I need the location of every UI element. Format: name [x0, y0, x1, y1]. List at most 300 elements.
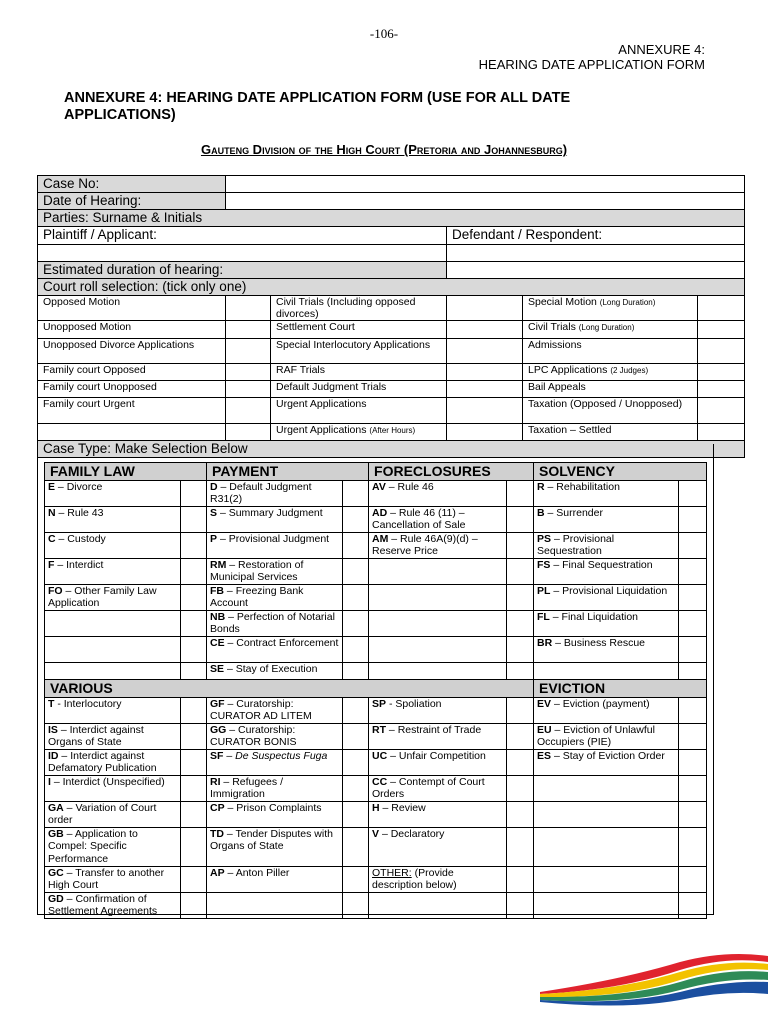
court-roll-tick-box[interactable] — [447, 339, 523, 364]
court-roll-row — [38, 364, 745, 381]
case-code: SP — [372, 698, 387, 710]
court-roll-option-label — [38, 424, 226, 441]
page-number: -106- — [369, 26, 399, 41]
case-type-tick-box[interactable] — [343, 893, 369, 919]
case-type-tick-box[interactable] — [181, 481, 207, 507]
annexure-line-2: HEARING DATE APPLICATION FORM — [478, 57, 705, 72]
court-roll-option-label — [271, 296, 447, 321]
case-description: Spoliation — [395, 698, 442, 710]
case-type-header-row — [45, 680, 707, 698]
case-type-tick-box[interactable] — [507, 698, 534, 724]
case-type-tick-box[interactable] — [343, 663, 369, 680]
case-type-tick-box[interactable] — [507, 585, 534, 611]
option-note: (Long Duration) — [599, 298, 656, 307]
case-type-tick-box[interactable] — [679, 637, 707, 663]
case-code: V — [372, 828, 380, 840]
court-roll-option-label — [523, 339, 698, 364]
case-type-option: TD – Tender Disputes with Organs of State — [207, 828, 343, 867]
case-type-option: S – Summary Judgment — [207, 507, 343, 533]
case-type-tick-box[interactable] — [181, 828, 207, 867]
case-type-option: FO – Other Family Law Application — [45, 585, 181, 611]
duration-label: Estimated duration of hearing: — [38, 262, 447, 279]
case-type-tick-box[interactable] — [343, 750, 369, 776]
court-roll-tick-box[interactable] — [226, 296, 271, 321]
case-type-tick-box[interactable] — [507, 828, 534, 867]
division-title: Gauteng Division of the High Court (Pretoria and Johannesburg) — [200, 142, 568, 157]
case-type-option — [45, 637, 181, 663]
case-code: E — [48, 481, 56, 493]
case-type-option: RI – Refugees / Immigration — [207, 776, 343, 802]
case-description: Freezing Bank Account — [210, 585, 304, 610]
court-roll-row — [38, 339, 745, 364]
case-type-option — [369, 893, 507, 919]
case-code: GD — [48, 893, 64, 905]
case-code: F — [48, 559, 55, 571]
case-type-option: T - Interlocutory — [45, 698, 181, 724]
case-code: ES — [537, 750, 552, 762]
case-type-tick-box[interactable] — [507, 750, 534, 776]
case-code: AV — [372, 481, 386, 493]
court-roll-tick-box[interactable] — [226, 321, 271, 339]
case-code: FL — [537, 611, 550, 623]
case-code: H — [372, 802, 380, 814]
option-text: Taxation – Settled — [528, 424, 612, 436]
case-type-option — [534, 776, 679, 802]
court-roll-option-label — [271, 398, 447, 424]
case-type-option — [369, 559, 507, 585]
case-type-tick-box[interactable] — [507, 724, 534, 750]
case-type-tick-box[interactable] — [507, 893, 534, 919]
case-type-option: I – Interdict (Unspecified) — [45, 776, 181, 802]
option-text: Family court Urgent — [43, 398, 135, 410]
court-roll-tick-box[interactable] — [698, 321, 745, 339]
case-type-tick-box[interactable] — [507, 611, 534, 637]
case-description: Custody — [67, 533, 106, 545]
option-text: Unopposed Motion — [43, 321, 132, 333]
case-description: Business Rescue — [563, 637, 645, 649]
case-type-tick-box[interactable] — [679, 533, 707, 559]
case-type-row — [45, 724, 707, 750]
case-type-option: SF – De Suspectus Fuga — [207, 750, 343, 776]
section-header: VARIOUS — [45, 680, 534, 698]
case-code: CC — [372, 776, 388, 788]
plaintiff-field[interactable] — [38, 245, 447, 262]
option-text: Special Interlocutory Applications — [276, 339, 431, 351]
case-type-option: ES – Stay of Eviction Order — [534, 750, 679, 776]
case-description: Anton Piller — [235, 867, 290, 879]
case-type-tick-box[interactable] — [181, 776, 207, 802]
case-description: Default Judgment R31(2) — [210, 481, 312, 506]
case-description: Interlocutory — [63, 698, 122, 710]
case-type-row — [45, 750, 707, 776]
case-type-tick-box[interactable] — [679, 698, 707, 724]
case-description: Final Sequestration — [562, 559, 653, 571]
case-type-option: SE – Stay of Execution — [207, 663, 343, 680]
option-text: Settlement Court — [276, 321, 355, 333]
case-type-option: V – Declaratory — [369, 828, 507, 867]
parties-label: Parties: Surname & Initials — [38, 210, 745, 227]
case-type-tick-box[interactable] — [507, 481, 534, 507]
court-roll-option-label — [523, 321, 698, 339]
date-of-hearing-field[interactable] — [226, 193, 745, 210]
case-type-option: AD – Rule 46 (11) – Cancellation of Sale — [369, 507, 507, 533]
case-description: Curatorship: CURATOR AD LITEM — [210, 698, 312, 723]
case-type-option — [369, 867, 507, 893]
option-text: Special Motion — [528, 296, 597, 308]
case-type-option: EV – Eviction (payment) — [534, 698, 679, 724]
case-type-row — [45, 893, 707, 919]
annexure-header — [479, 42, 705, 72]
case-type-option: FB – Freezing Bank Account — [207, 585, 343, 611]
case-type-option: GA – Variation of Court order — [45, 802, 181, 828]
case-type-table — [44, 462, 707, 919]
defendant-field[interactable] — [447, 245, 745, 262]
case-type-tick-box[interactable] — [343, 867, 369, 893]
court-roll-tick-box[interactable] — [698, 424, 745, 441]
court-roll-row — [38, 321, 745, 339]
case-type-row — [45, 698, 707, 724]
defendant-label: Defendant / Respondent: — [447, 227, 745, 245]
case-type-option: PS – Provisional Sequestration — [534, 533, 679, 559]
case-type-option — [534, 802, 679, 828]
court-roll-tick-box[interactable] — [698, 398, 745, 424]
case-type-tick-box[interactable] — [679, 724, 707, 750]
case-type-option: CE – Contract Enforcement — [207, 637, 343, 663]
case-type-tick-box[interactable] — [679, 481, 707, 507]
case-type-option: RM – Restoration of Municipal Services — [207, 559, 343, 585]
case-type-tick-box[interactable] — [507, 507, 534, 533]
case-code: AD — [372, 507, 388, 519]
case-description: Refugees / Immigration — [210, 776, 283, 801]
case-type-tick-box[interactable] — [507, 637, 534, 663]
case-type-option: NB – Perfection of Notarial Bonds — [207, 611, 343, 637]
case-type-tick-box[interactable] — [679, 611, 707, 637]
case-type-tick-box[interactable] — [343, 776, 369, 802]
case-description: Application to Compel: Specific Performance — [48, 828, 138, 865]
case-code: I — [48, 776, 51, 788]
case-type-option: BR – Business Rescue — [534, 637, 679, 663]
case-type-option — [534, 867, 679, 893]
case-description: Tender Disputes with Organs of State — [210, 828, 333, 853]
case-type-option — [45, 611, 181, 637]
case-type-option: H – Review — [369, 802, 507, 828]
case-type-option: F – Interdict — [45, 559, 181, 585]
case-description: Eviction (payment) — [562, 698, 650, 710]
court-roll-tick-box[interactable] — [698, 364, 745, 381]
option-text: RAF Trials — [276, 364, 326, 376]
court-roll-tick-box[interactable] — [226, 381, 271, 398]
case-type-tick-box[interactable] — [181, 698, 207, 724]
court-roll-option-label — [271, 364, 447, 381]
case-type-tick-box[interactable] — [679, 867, 707, 893]
case-type-row — [45, 507, 707, 533]
case-type-header-row — [45, 463, 707, 481]
court-roll-row — [38, 296, 745, 321]
case-type-tick-box[interactable] — [679, 507, 707, 533]
court-roll-option-label — [271, 321, 447, 339]
case-type-tick-box[interactable] — [181, 559, 207, 585]
option-text: Taxation (Opposed / Unopposed) — [528, 398, 683, 410]
case-description: De Suspectus Fuga — [235, 750, 328, 762]
option-note: (After Hours) — [369, 426, 416, 435]
case-description: Interdict against Defamatory Publication — [48, 750, 157, 775]
case-description: Interdict (Unspecified) — [62, 776, 165, 788]
case-type-tick-box[interactable] — [181, 663, 207, 680]
case-code: ID — [48, 750, 59, 762]
case-description: Confirmation of Settlement Agreements — [48, 893, 158, 918]
case-description: Review — [391, 802, 426, 814]
court-roll-option-label — [38, 321, 226, 339]
other-label: OTHER: — [372, 867, 412, 879]
court-roll-option-label — [523, 381, 698, 398]
case-type-row — [45, 611, 707, 637]
case-type-option — [369, 637, 507, 663]
case-type-label: Case Type: Make Selection Below — [38, 441, 745, 458]
case-description: Eviction of Unlawful Occupiers (PIE) — [537, 724, 655, 749]
case-description: Surrender — [556, 507, 603, 519]
other-description: (Provide description below) — [372, 867, 457, 892]
section-header: EVICTION — [534, 680, 707, 698]
case-type-tick-box[interactable] — [507, 533, 534, 559]
case-description: Contract Enforcement — [236, 637, 339, 649]
flag-ribbon-icon — [540, 950, 768, 1010]
case-type-option: FS – Final Sequestration — [534, 559, 679, 585]
case-description: Stay of Eviction Order — [562, 750, 665, 762]
case-type-tick-box[interactable] — [343, 533, 369, 559]
case-code: GG — [210, 724, 227, 736]
case-type-tick-box[interactable] — [507, 559, 534, 585]
case-type-tick-box[interactable] — [343, 802, 369, 828]
case-code: NB — [210, 611, 226, 623]
court-roll-option-label — [38, 339, 226, 364]
case-description: Interdict against Organs of State — [48, 724, 144, 749]
case-type-option: AV – Rule 46 — [369, 481, 507, 507]
case-code: D — [210, 481, 218, 493]
court-roll-option-label — [38, 296, 226, 321]
case-type-row — [45, 585, 707, 611]
duration-field[interactable] — [447, 262, 745, 279]
case-description: Divorce — [66, 481, 103, 493]
annexure-line-1: ANNEXURE 4: — [618, 42, 705, 57]
section-header: FORECLOSURES — [369, 463, 534, 481]
case-type-tick-box[interactable] — [679, 663, 707, 680]
case-description: Interdict — [66, 559, 104, 571]
court-roll-tick-box[interactable] — [226, 364, 271, 381]
case-code: FO — [48, 585, 63, 597]
option-text: Bail Appeals — [528, 381, 586, 393]
case-type-tick-box[interactable] — [679, 893, 707, 919]
section-header: FAMILY LAW — [45, 463, 207, 481]
main-title: ANNEXURE 4: HEARING DATE APPLICATION FORM (USE FOR ALL DATE APPLICATIONS) — [64, 90, 571, 123]
case-code: RT — [372, 724, 387, 736]
case-type-tick-box[interactable] — [679, 585, 707, 611]
court-roll-tick-box[interactable] — [447, 381, 523, 398]
case-type-tick-box[interactable] — [507, 776, 534, 802]
case-code: SF — [210, 750, 224, 762]
option-text: Opposed Motion — [43, 296, 121, 308]
case-code: EV — [537, 698, 552, 710]
case-code: GF — [210, 698, 225, 710]
case-code: N — [48, 507, 56, 519]
court-roll-tick-box[interactable] — [447, 321, 523, 339]
case-code: PS — [537, 533, 552, 545]
court-roll-option-label — [523, 424, 698, 441]
case-description: Rule 46 — [397, 481, 434, 493]
section-header: PAYMENT — [207, 463, 369, 481]
case-description: Rule 46 (11) – Cancellation of Sale — [372, 507, 466, 532]
section-header: SOLVENCY — [534, 463, 707, 481]
court-roll-tick-box[interactable] — [447, 424, 523, 441]
case-description: Perfection of Notarial Bonds — [210, 611, 335, 636]
case-type-option — [369, 663, 507, 680]
case-description: Summary Judgment — [228, 507, 323, 519]
court-roll-row — [38, 381, 745, 398]
case-code: FB — [210, 585, 225, 597]
case-type-tick-box[interactable] — [181, 533, 207, 559]
case-type-option: B – Surrender — [534, 507, 679, 533]
case-code: TD — [210, 828, 225, 840]
case-type-tick-box[interactable] — [679, 802, 707, 828]
case-code: T — [48, 698, 55, 710]
case-type-option: ID – Interdict against Defamatory Publication — [45, 750, 181, 776]
case-code: GB — [48, 828, 64, 840]
case-no-field[interactable] — [226, 176, 745, 193]
court-roll-option-label — [523, 296, 698, 321]
case-type-tick-box[interactable] — [343, 507, 369, 533]
court-roll-tick-box[interactable] — [698, 381, 745, 398]
case-type-tick-box[interactable] — [507, 802, 534, 828]
case-code: UC — [372, 750, 388, 762]
case-type-tick-box[interactable] — [343, 559, 369, 585]
case-type-tick-box[interactable] — [181, 802, 207, 828]
case-type-option: C – Custody — [45, 533, 181, 559]
case-description: Restraint of Trade — [397, 724, 482, 736]
case-type-tick-box[interactable] — [679, 750, 707, 776]
option-text: Unopposed Divorce Applications — [43, 339, 195, 351]
case-code: C — [48, 533, 56, 545]
case-description: Contempt of Court Orders — [372, 776, 485, 801]
case-type-tick-box[interactable] — [181, 507, 207, 533]
option-text: Family court Opposed — [43, 364, 146, 376]
case-code: EU — [537, 724, 552, 736]
case-type-tick-box[interactable] — [343, 611, 369, 637]
court-roll-option-label — [271, 339, 447, 364]
court-roll-option-label — [38, 381, 226, 398]
case-type-option — [534, 663, 679, 680]
case-description: Final Liquidation — [561, 611, 638, 623]
case-type-option — [534, 828, 679, 867]
case-type-tick-box[interactable] — [181, 867, 207, 893]
option-text: Default Judgment Trials — [276, 381, 387, 393]
case-description: Prison Complaints — [236, 802, 322, 814]
case-code: P — [210, 533, 218, 545]
case-description: Provisional Sequestration — [537, 533, 615, 558]
option-note: (2 Judges) — [610, 366, 649, 375]
case-type-tick-box[interactable] — [343, 698, 369, 724]
case-type-tick-box[interactable] — [343, 637, 369, 663]
case-code: AP — [210, 867, 225, 879]
case-code: R — [537, 481, 545, 493]
court-roll-option-label — [271, 424, 447, 441]
case-description: Unfair Competition — [398, 750, 486, 762]
case-type-option — [369, 585, 507, 611]
case-description: Curatorship: CURATOR BONIS — [210, 724, 297, 749]
case-code: RM — [210, 559, 227, 571]
case-type-tick-box[interactable] — [343, 481, 369, 507]
case-type-option: GG – Curatorship: CURATOR BONIS — [207, 724, 343, 750]
case-type-row — [45, 481, 707, 507]
option-note: (Long Duration) — [578, 323, 635, 332]
case-code: SE — [210, 663, 225, 675]
case-type-tick-box[interactable] — [507, 663, 534, 680]
case-type-tick-box[interactable] — [181, 750, 207, 776]
case-code: RI — [210, 776, 221, 788]
case-type-tick-box[interactable] — [679, 559, 707, 585]
court-roll-tick-box[interactable] — [226, 339, 271, 364]
hearing-details-table — [37, 175, 745, 458]
court-roll-option-label — [38, 364, 226, 381]
case-type-tick-box[interactable] — [343, 585, 369, 611]
court-roll-tick-box[interactable] — [226, 424, 271, 441]
option-text: Urgent Applications — [276, 398, 367, 410]
case-description: Rule 43 — [67, 507, 104, 519]
case-type-option: AM – Rule 46A(9)(d) – Reserve Price — [369, 533, 507, 559]
case-code: CE — [210, 637, 225, 649]
case-code: GC — [48, 867, 64, 879]
case-code: FS — [537, 559, 551, 571]
case-type-row — [45, 663, 707, 680]
case-type-tick-box[interactable] — [181, 585, 207, 611]
case-type-tick-box[interactable] — [343, 724, 369, 750]
option-text: Admissions — [528, 339, 582, 351]
case-type-tick-box[interactable] — [679, 776, 707, 802]
option-text: Family court Unopposed — [43, 381, 157, 393]
option-text: LPC Applications — [528, 364, 608, 376]
case-type-tick-box[interactable] — [181, 893, 207, 919]
court-roll-tick-box[interactable] — [447, 296, 523, 321]
case-type-row — [45, 802, 707, 828]
court-roll-row — [38, 424, 745, 441]
option-text: Urgent Applications — [276, 424, 367, 436]
option-text: Civil Trials (Including opposed divorces) — [276, 296, 416, 320]
court-roll-tick-box[interactable] — [698, 339, 745, 364]
case-type-tick-box[interactable] — [343, 828, 369, 867]
case-type-option: GC – Transfer to another High Court — [45, 867, 181, 893]
court-roll-label: Court roll selection: (tick only one) — [38, 279, 745, 296]
case-type-option — [207, 893, 343, 919]
case-type-tick-box[interactable] — [181, 724, 207, 750]
case-type-tick-box[interactable] — [507, 867, 534, 893]
case-description: Declaratory — [390, 828, 445, 840]
case-code: IS — [48, 724, 58, 736]
court-roll-tick-box[interactable] — [698, 296, 745, 321]
court-roll-option-label — [271, 381, 447, 398]
court-roll-tick-box[interactable] — [447, 398, 523, 424]
case-type-option: FL – Final Liquidation — [534, 611, 679, 637]
case-type-tick-box[interactable] — [679, 828, 707, 867]
case-type-option: PL – Provisional Liquidation — [534, 585, 679, 611]
case-type-row — [45, 559, 707, 585]
case-type-tick-box[interactable] — [181, 611, 207, 637]
court-roll-tick-box[interactable] — [226, 398, 271, 424]
case-description: Transfer to another High Court — [48, 867, 165, 892]
case-type-option: RT – Restraint of Trade — [369, 724, 507, 750]
court-roll-option-label — [38, 398, 226, 424]
case-type-option: CP – Prison Complaints — [207, 802, 343, 828]
case-type-tick-box[interactable] — [181, 637, 207, 663]
court-roll-tick-box[interactable] — [447, 364, 523, 381]
case-code: CP — [210, 802, 225, 814]
